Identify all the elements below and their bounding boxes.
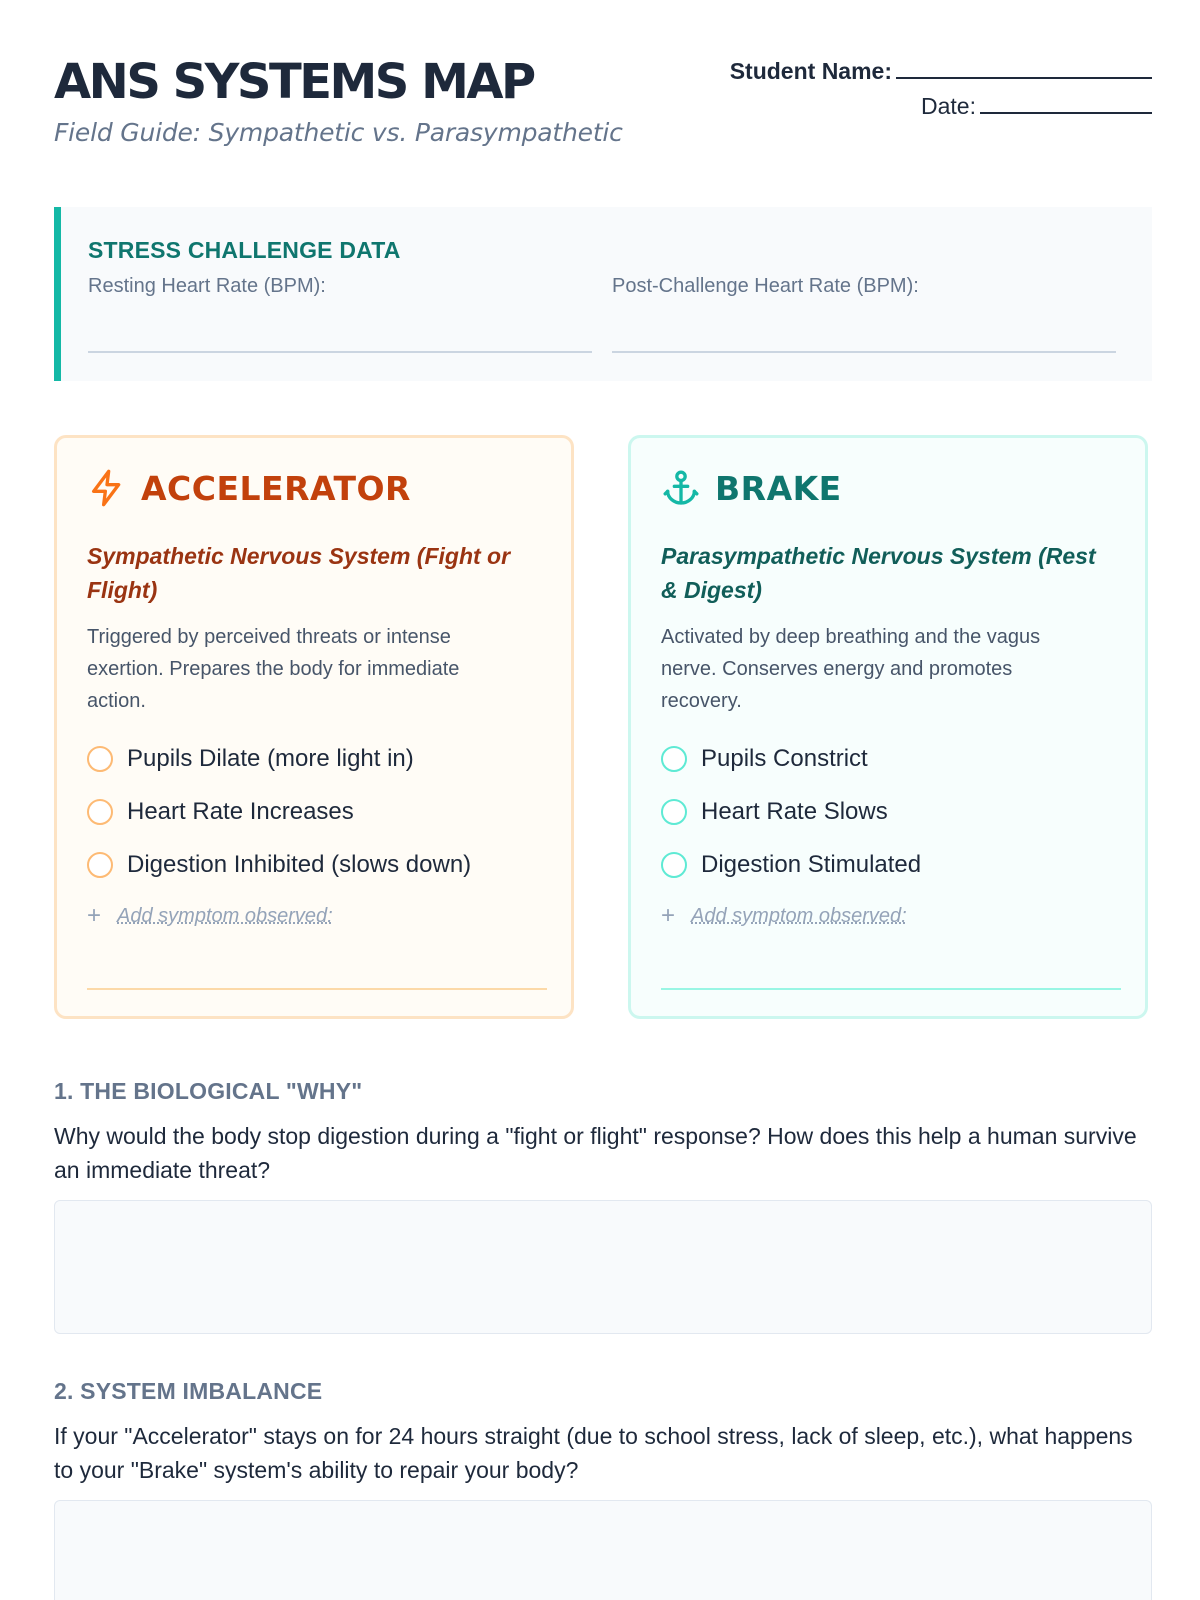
question-2-answer-box[interactable] [54,1500,1152,1600]
page-subtitle: Field Guide: Sympathetic vs. Parasympathetic [54,118,623,147]
resting-hr-label: Resting Heart Rate (BPM): [88,275,326,297]
plus-icon: + [87,902,102,929]
stress-challenge-panel [54,207,1152,381]
accelerator-symptom-field[interactable] [87,988,547,990]
page-title: ANS SYSTEMS MAP [54,54,534,110]
accelerator-description: Triggered by perceived threats or intense exertion. Prepares the body for immediate action. [87,626,460,712]
student-name-row [730,58,1152,85]
accelerator-add-symptom[interactable] [87,902,333,930]
checklist-item-label: Pupils Dilate (more light in) [127,744,414,772]
date-row [730,93,1152,120]
checklist-item[interactable] [661,785,921,838]
post-hr-field[interactable] [612,351,1116,353]
checklist-item-label: Heart Rate Increases [127,797,354,825]
question-2-text: If your "Accelerator" stays on for 24 hours straight (due to school stress, lack of sleep, etc.), what happens to your "Brake" system's ability to repair your body? [54,1423,1133,1483]
accelerator-checklist [87,732,471,891]
brake-symptom-field[interactable] [661,988,1121,990]
question-1 [54,1078,1152,1187]
checklist-item-label: Heart Rate Slows [701,797,888,825]
checklist-item[interactable] [661,732,921,785]
checkbox-circle[interactable] [87,746,113,772]
student-info [730,58,1152,120]
resting-hr-field[interactable] [88,351,592,353]
date-label: Date: [921,93,976,119]
question-2-title: 2. SYSTEM IMBALANCE [54,1378,323,1404]
checklist-item[interactable] [661,838,921,891]
stress-title: STRESS CHALLENGE DATA [88,237,401,263]
checklist-item[interactable] [87,838,471,891]
anchor-icon [661,468,701,508]
brake-checklist [661,732,921,891]
brake-card [628,435,1148,1019]
add-symptom-label: Add symptom observed: [117,904,333,927]
checkbox-circle[interactable] [661,746,687,772]
plus-icon: + [661,902,676,929]
lightning-icon [87,468,127,508]
brake-header [661,468,842,508]
accelerator-title: ACCELERATOR [141,468,411,508]
brake-title: BRAKE [715,468,842,508]
student-name-field[interactable] [896,59,1152,79]
checklist-item[interactable] [87,732,471,785]
question-2 [54,1378,1152,1487]
checkbox-circle[interactable] [661,852,687,878]
accelerator-card [54,435,574,1019]
checkbox-circle[interactable] [661,799,687,825]
accelerator-subtitle: Sympathetic Nervous System (Fight or Flight) [87,543,511,603]
checklist-item[interactable] [87,785,471,838]
checkbox-circle[interactable] [87,852,113,878]
question-1-answer-box[interactable] [54,1200,1152,1334]
date-field[interactable] [980,94,1152,114]
brake-add-symptom[interactable] [661,902,907,930]
question-1-text: Why would the body stop digestion during a "fight or flight" response? How does this help a human survive an immediate threat? [54,1123,1137,1183]
brake-subtitle: Parasympathetic Nervous System (Rest & Digest) [661,543,1096,603]
brake-description: Activated by deep breathing and the vagus nerve. Conserves energy and promotes recovery. [661,626,1041,712]
checkbox-circle[interactable] [87,799,113,825]
checklist-item-label: Digestion Inhibited (slows down) [127,850,472,878]
page-header [54,52,1152,162]
checklist-item-label: Pupils Constrict [701,744,868,772]
post-hr-label: Post-Challenge Heart Rate (BPM): [612,275,919,297]
accelerator-header [87,468,411,508]
question-1-title: 1. THE BIOLOGICAL "WHY" [54,1078,363,1104]
add-symptom-label: Add symptom observed: [691,904,907,927]
checklist-item-label: Digestion Stimulated [701,850,922,878]
student-name-label: Student Name: [729,58,892,84]
